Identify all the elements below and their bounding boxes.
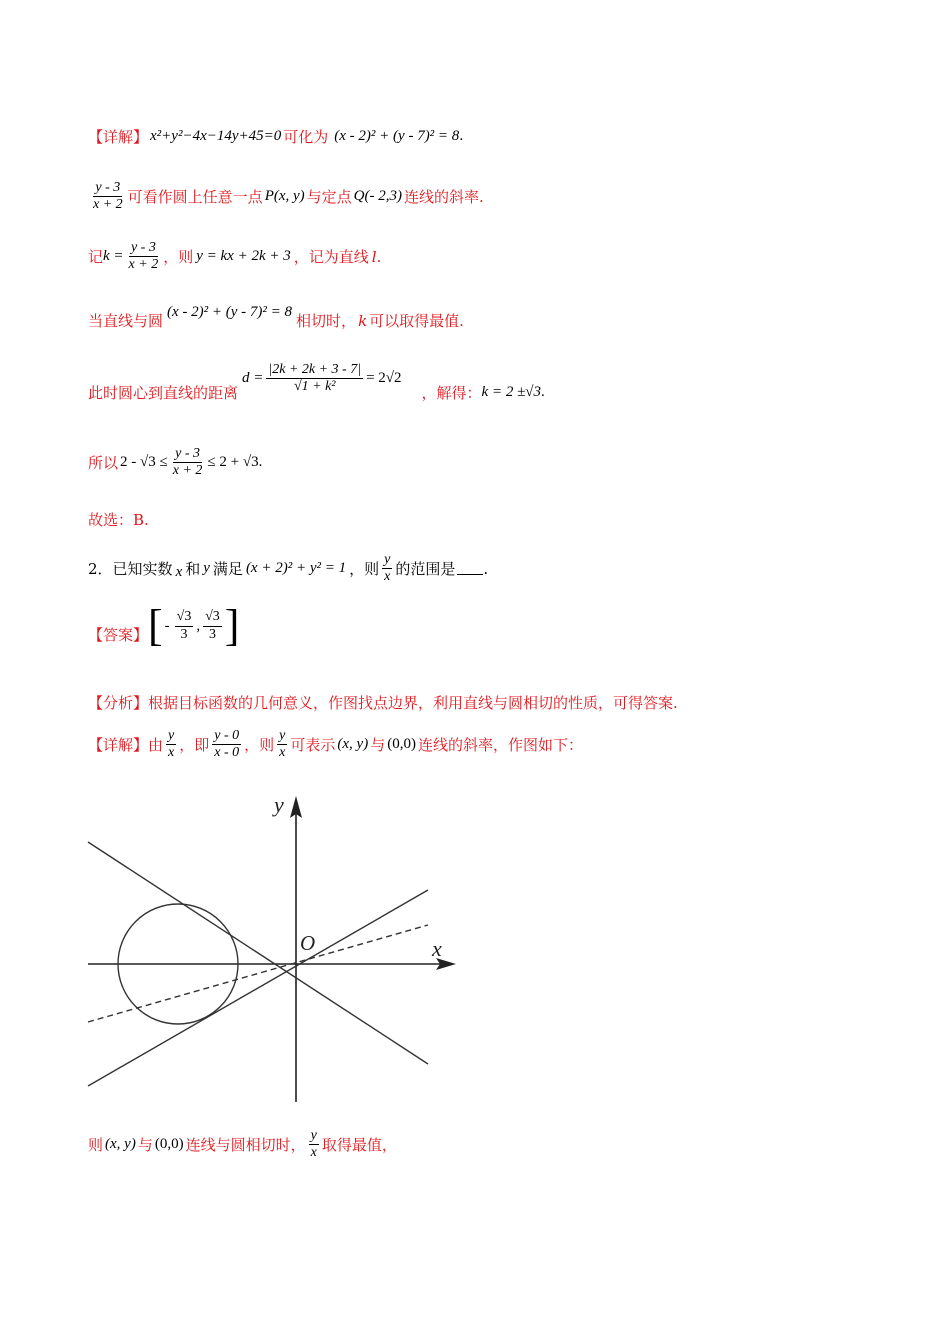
text: 已知实数 [112, 560, 173, 579]
answer-lower [175, 609, 194, 642]
text: 可表示 [290, 736, 336, 755]
var-x: x [175, 564, 183, 581]
analysis-label: 【分析】 [88, 694, 149, 712]
choice-line: 故选：B. [88, 511, 149, 529]
text: 取得最值， [321, 1136, 397, 1155]
analysis-line [88, 692, 678, 713]
fraction-numerator: y - 0 [212, 728, 241, 745]
final-line [88, 1128, 397, 1161]
original-equation: x²+y²−4x−14y+45=0 [150, 128, 282, 144]
negative-sign: - [164, 617, 170, 634]
fraction-numerator: y [309, 1128, 319, 1145]
text: 与定点 [306, 188, 352, 207]
period: . [376, 247, 382, 266]
answer-blank [457, 562, 483, 575]
period: . [483, 559, 489, 578]
fraction-numerator: √3 [203, 609, 222, 626]
detail-line-3 [88, 240, 381, 273]
fraction-numerator: y [166, 728, 176, 745]
text: ，即 [179, 736, 210, 755]
fraction-denominator: x + 2 [172, 463, 203, 479]
text: 连线与圆相切时， [185, 1136, 306, 1155]
fraction-denominator: x [310, 1145, 317, 1161]
line-equation: y = kx + 2k + 3 [196, 248, 291, 265]
distance-value: = 2√2 [366, 370, 402, 387]
tangent-lines-figure [80, 790, 470, 1110]
answer-upper [203, 609, 222, 642]
text: ，则 [244, 736, 275, 755]
fraction-numerator: y - 3 [93, 180, 122, 197]
k-fraction [127, 240, 161, 273]
fraction-denominator: 3 [208, 626, 216, 642]
period: . [258, 454, 263, 471]
slope-fraction [91, 180, 125, 213]
text-can-be: 可化为 [283, 128, 329, 146]
point-origin: (0,0) [154, 1136, 184, 1153]
text: 满足 [212, 560, 243, 579]
detail-line-4 [88, 304, 464, 331]
x-axis-label: x [432, 936, 442, 961]
ratio-fraction [309, 1128, 319, 1161]
dashed-line [88, 925, 428, 1022]
ratio-fraction [166, 728, 176, 761]
fraction-denominator: 3 [180, 626, 188, 642]
point-origin: (0,0) [387, 736, 416, 753]
k-equals: k = [103, 248, 124, 265]
left-bracket: [ [148, 601, 163, 650]
fraction-denominator: x + 2 [93, 197, 123, 213]
text: ，记为直线 [293, 248, 369, 267]
question-number: 2． [88, 560, 113, 579]
k-result: k = 2 ±√3 [481, 384, 542, 401]
detail-line-5 [88, 362, 545, 403]
line-l: l [371, 247, 377, 266]
text: ，则 [163, 248, 194, 267]
fraction-denominator: x [279, 745, 286, 761]
text: 的范围是 [395, 560, 456, 579]
fraction-numerator: y - 3 [173, 446, 202, 463]
ratio-fraction [277, 728, 287, 761]
inequality-fraction [171, 446, 205, 479]
text: ，则 [349, 560, 380, 579]
fraction-denominator: √1 + k² [293, 379, 336, 395]
k-symbol: k [358, 311, 368, 330]
text: 连线的斜率. [404, 188, 484, 207]
ratio-fraction-origin [212, 728, 241, 761]
text: 和 [185, 560, 201, 579]
point-xy: (x, y) [105, 1136, 136, 1153]
distance-fraction [266, 362, 363, 395]
text: 由 [148, 736, 164, 755]
detail-line-6 [88, 446, 262, 479]
answer-label: 【答案】 [88, 625, 149, 644]
right-bracket: ] [224, 601, 240, 650]
y-axis-label: y [274, 792, 284, 817]
text: 连线的斜率，作图如下： [417, 736, 583, 755]
tangent-line-upper [88, 842, 428, 1064]
inequality-right: ≤ 2 + √3 [207, 454, 259, 471]
fraction-numerator: y - 3 [129, 240, 158, 257]
constraint-equation: (x + 2)² + y² = 1 [245, 560, 347, 577]
text: 此时圆心到直线的距离 [88, 384, 239, 403]
var-y: y [203, 560, 210, 577]
point-xy: (x, y) [337, 736, 369, 753]
text: 相切时， [296, 312, 357, 330]
ratio-fraction [382, 552, 392, 585]
detail-label: 【详解】 [88, 128, 149, 146]
detail-line-2 [88, 180, 484, 213]
d-equals: d = [242, 370, 264, 387]
text: ，解得： [421, 384, 482, 403]
fraction-denominator: x [168, 745, 175, 761]
fraction-numerator: |2k + 2k + 3 - 7| [266, 362, 363, 379]
text: 与 [370, 736, 386, 755]
text: 当直线与圆 [88, 312, 164, 330]
period: . [541, 384, 545, 401]
text: 可看作圆上任意一点 [127, 188, 263, 207]
point-p: P(x, y) [264, 188, 305, 205]
detail-label: 【详解】 [88, 736, 149, 755]
detail-line-1 [88, 126, 463, 147]
fraction-numerator: √3 [175, 609, 194, 626]
detail2-line [88, 728, 583, 761]
period: . [459, 128, 464, 144]
circle-equation: (x - 2)² + (y - 7)² = 8 [167, 304, 293, 320]
fraction-numerator: y [277, 728, 287, 745]
fraction-denominator: x [384, 569, 391, 585]
analysis-text: 根据目标函数的几何意义，作图找点边界，利用直线与圆相切的性质，可得答案. [148, 694, 678, 712]
text: 则 [88, 1136, 104, 1155]
inequality-left: 2 - √3 ≤ [120, 454, 168, 471]
text: 记 [88, 248, 104, 267]
text: 可以取得最值. [369, 312, 464, 330]
text: 所以 [88, 454, 119, 473]
text: 与 [137, 1136, 153, 1155]
comma: , [196, 617, 201, 634]
origin-label: O [300, 931, 316, 955]
fraction-numerator: y [382, 552, 392, 569]
tangent-line-lower [88, 890, 428, 1086]
answer-line [88, 601, 240, 650]
fraction-denominator: x + 2 [128, 257, 159, 273]
circle-equation: (x - 2)² + (y - 7)² = 8 [334, 128, 460, 144]
fraction-denominator: x - 0 [214, 745, 240, 761]
question-2 [88, 552, 488, 585]
point-q: Q(- 2,3) [353, 188, 402, 205]
